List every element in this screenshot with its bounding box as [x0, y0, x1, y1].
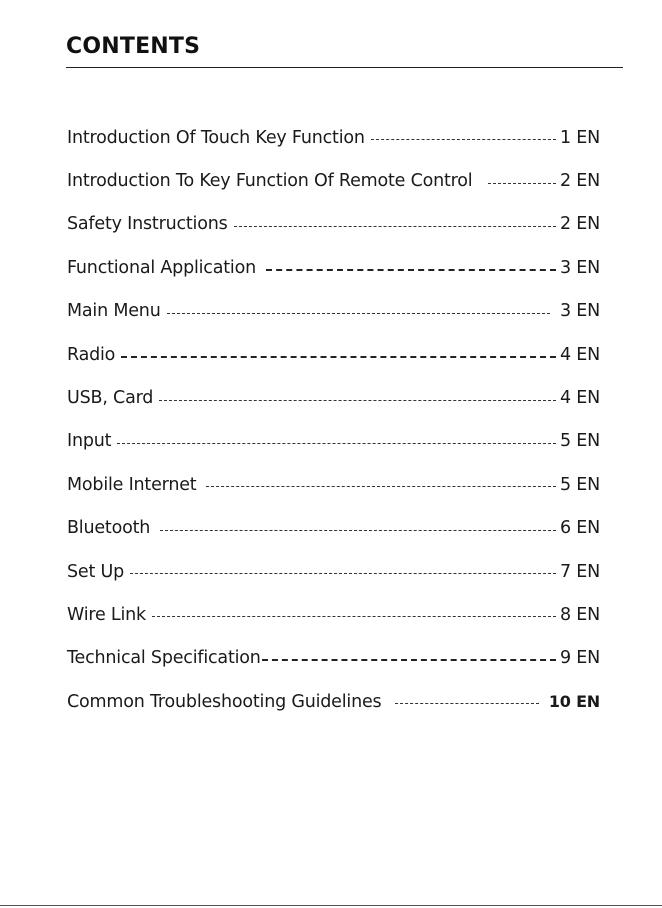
- toc-leader-dots: [488, 183, 556, 184]
- toc-leader-dots: [121, 356, 556, 358]
- toc-entry-page: 4 EN: [559, 388, 600, 409]
- toc-entry-label: Introduction Of Touch Key Function: [67, 127, 365, 148]
- toc-entry-page: 3 EN: [559, 301, 600, 322]
- toc-entry-page: 5 EN: [559, 474, 600, 495]
- toc-entry-label: Radio: [67, 344, 116, 365]
- toc-entry-page: 7 EN: [559, 561, 600, 582]
- toc-entry-functional[interactable]: [67, 246, 600, 289]
- toc-entry-label: Wire Link: [67, 604, 146, 625]
- toc-entry-label: Main Menu: [67, 301, 161, 322]
- toc-entry-page: 6 EN: [559, 518, 600, 539]
- toc-leader-dots: [152, 616, 556, 617]
- toc-entry-label: USB, Card: [67, 388, 154, 409]
- toc-entry-label: Functional Application: [67, 257, 256, 278]
- toc-entry-page: 4 EN: [559, 344, 600, 365]
- toc-entry-technical-spec[interactable]: [67, 637, 600, 680]
- toc-entry-label: Technical Specification: [67, 648, 261, 669]
- toc-leader-dots: [262, 659, 556, 661]
- toc-entry-page: 8 EN: [559, 604, 600, 625]
- toc-entry-main-menu[interactable]: [67, 290, 600, 333]
- toc-entry-label: Mobile Internet: [67, 474, 197, 495]
- toc-entry-page: 3 EN: [559, 257, 600, 278]
- toc-entry-safety[interactable]: [67, 203, 600, 246]
- toc-entry-remote-control[interactable]: [67, 159, 600, 202]
- toc-entry-input[interactable]: [67, 420, 600, 463]
- toc-entry-usb-card[interactable]: [67, 376, 600, 419]
- title-divider: [66, 67, 623, 68]
- toc-entry-page: 2 EN: [559, 171, 600, 192]
- toc-entry-page: 9 EN: [559, 648, 600, 669]
- toc-leader-dots: [234, 226, 556, 227]
- toc-entry-radio[interactable]: [67, 333, 600, 376]
- toc-leader-dots: [130, 573, 556, 574]
- toc-entry-label: Common Troubleshooting Guidelines: [67, 691, 382, 712]
- page-title: CONTENTS: [66, 34, 201, 59]
- toc-leader-dots: [117, 443, 556, 444]
- page-bottom-border: [0, 905, 662, 906]
- toc-entry-label: Input: [67, 431, 112, 452]
- toc-leader-dots: [395, 703, 538, 704]
- toc-entry-page: 1 EN: [559, 127, 600, 148]
- toc-leader-dots: [206, 486, 555, 487]
- toc-leader-dots: [159, 400, 556, 401]
- toc-entry-page: 2 EN: [559, 214, 600, 235]
- toc-leader-dots: [167, 313, 550, 314]
- toc-entry-bluetooth[interactable]: [67, 507, 600, 550]
- toc-entry-troubleshooting[interactable]: [67, 680, 600, 723]
- toc-leader-dots: [266, 269, 556, 271]
- toc-entry-page: 10 EN: [548, 692, 600, 712]
- toc-entry-wire-link[interactable]: [67, 593, 600, 636]
- toc-entry-mobile-internet[interactable]: [67, 463, 600, 506]
- toc-entry-set-up[interactable]: [67, 550, 600, 593]
- table-of-contents: [67, 116, 600, 723]
- toc-entry-label: Set Up: [67, 561, 125, 582]
- toc-entry-page: 5 EN: [559, 431, 600, 452]
- toc-entry-touch-key[interactable]: [67, 116, 600, 159]
- toc-entry-label: Introduction To Key Function Of Remote Control: [67, 171, 473, 192]
- toc-leader-dots: [371, 139, 556, 140]
- toc-leader-dots: [160, 530, 556, 531]
- toc-entry-label: Bluetooth: [67, 518, 151, 539]
- toc-entry-label: Safety Instructions: [67, 214, 228, 235]
